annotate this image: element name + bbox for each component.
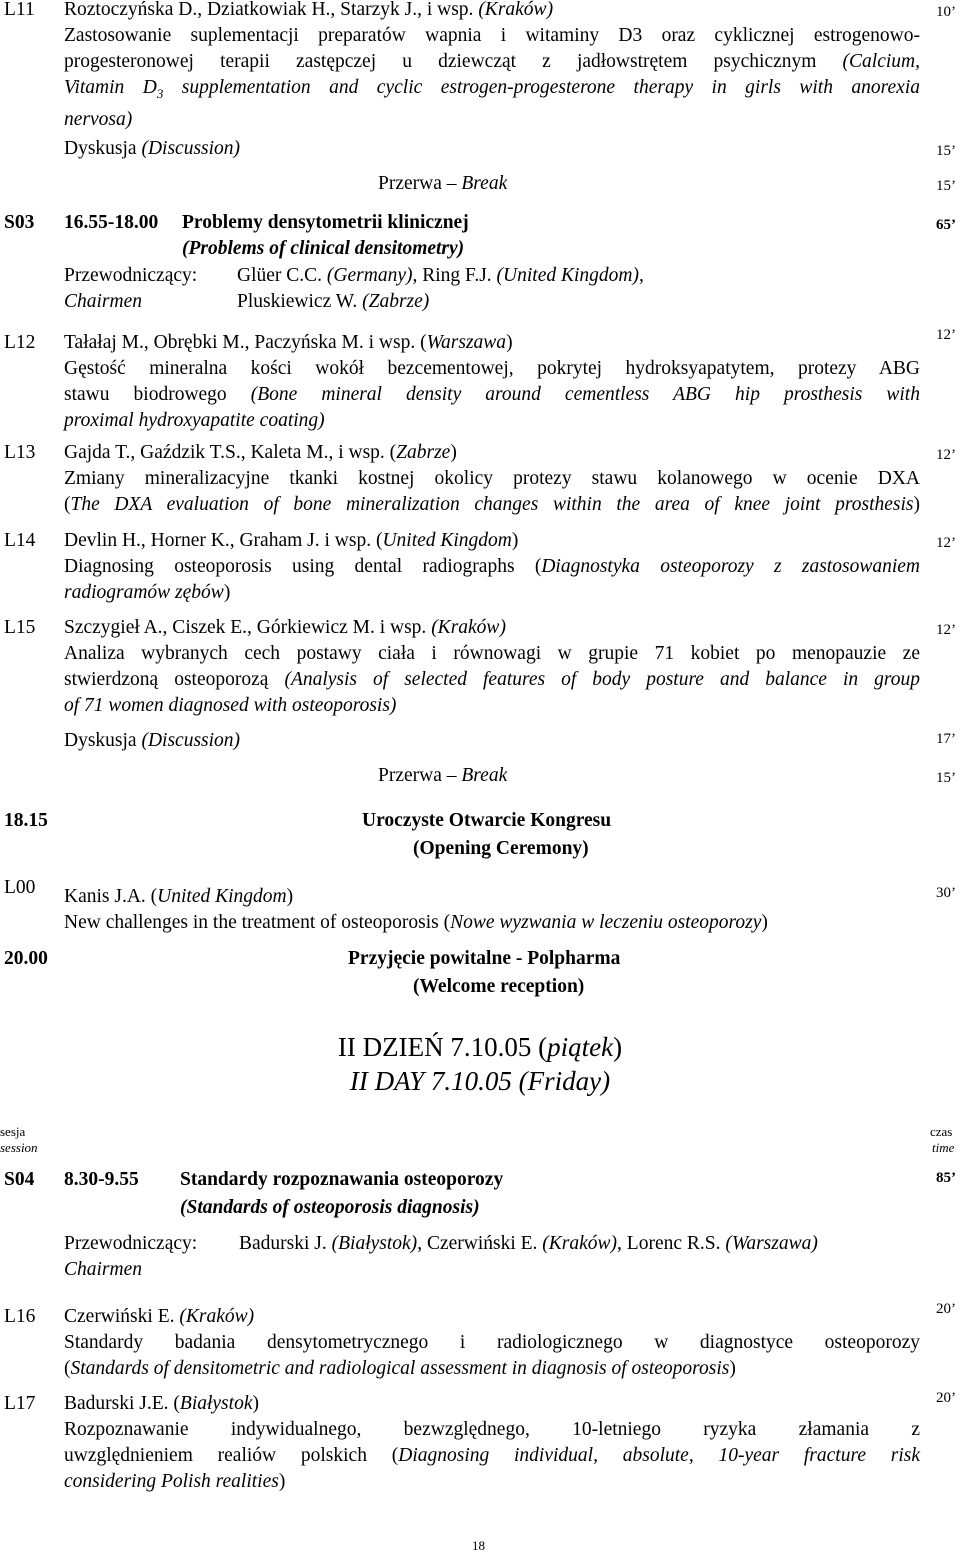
session-code: S04 <box>4 1169 35 1190</box>
session-duration: 85’ <box>936 1170 956 1186</box>
lecture-time: 30’ <box>936 885 956 901</box>
session-title-en: (Problems of clinical densitometry) <box>182 238 465 259</box>
event-time: 18.15 <box>4 810 48 831</box>
lecture-text <box>64 330 920 434</box>
lecture-code: L16 <box>4 1306 36 1327</box>
lecture-title-line: Gęstość mineralna kości wokół bezcementowej, pokrytej hydroksyapatytem, protezy ABG <box>64 358 920 379</box>
lecture-text <box>64 1391 920 1495</box>
session-title: Problemy densytometrii klinicznej <box>182 212 469 233</box>
session-title: Standardy rozpoznawania osteoporozy <box>180 1169 504 1190</box>
lecture-authors: Tałałaj M., Obrębki M., Paczyńska M. i wsp. (Warszawa) <box>64 332 513 353</box>
lecture-authors: Gajda T., Gaździk T.S., Kaleta M., i wsp. (Zabrze) <box>64 442 457 463</box>
break-label: Przerwa – Break <box>378 173 508 194</box>
event-title-en: (Welcome reception) <box>413 976 585 997</box>
session-chairs: Glüer C.C. (Germany), Ring F.J. (United Kingdom), <box>237 265 644 286</box>
lecture-authors: Czerwiński E. (Kraków) <box>64 1306 255 1327</box>
lecture-authors: Roztoczyńska D., Dziatkowiak H., Starzyk J., i wsp. (Kraków) <box>64 0 554 20</box>
lecture-code: L11 <box>4 0 35 20</box>
lecture-title-line: considering Polish realities) <box>64 1471 286 1492</box>
lecture-authors: Badurski J.E. (Białystok) <box>64 1393 259 1414</box>
day-heading: II DZIEŃ 7.10.05 (piątek) <box>337 1032 623 1062</box>
break-time: 15’ <box>936 178 956 194</box>
lecture-title-line: proximal hydroxyapatite coating) <box>64 410 325 431</box>
lecture-title-line: radiogramów zębów) <box>64 582 231 603</box>
chair-label: Przewodniczący: <box>64 1233 198 1254</box>
lecture-text <box>64 1304 920 1382</box>
lecture-title-line: Zastosowanie suplementacji preparatów wapnia i witaminy D3 oraz cyklicznej estrogenowo- <box>64 25 920 46</box>
header-time-en: time <box>932 1140 955 1155</box>
lecture-text <box>64 615 920 719</box>
header-session: sesja <box>0 1124 26 1139</box>
lecture-text <box>64 0 920 133</box>
chair-label: Przewodniczący: <box>64 265 198 286</box>
lecture-text <box>64 440 920 518</box>
day-heading-en: II DAY 7.10.05 (Friday) <box>349 1066 611 1096</box>
lecture-authors: Szczygieł A., Ciszek E., Górkiewicz M. i wsp. (Kraków) <box>64 617 506 638</box>
lecture-title-line: stawu biodrowego (Bone mineral density around cementless ABG hip prosthesis with <box>64 384 920 405</box>
discussion-label: Dyskusja (Discussion) <box>64 138 241 159</box>
session-code: S03 <box>4 212 35 233</box>
lecture-title-line: progesteronowej terapii zastępczej u dziewcząt z jadłowstrętem psychicznym (Calcium, <box>64 51 920 72</box>
lecture-time: 12’ <box>936 622 956 638</box>
lecture-time: 20’ <box>936 1390 956 1406</box>
header-time: czas <box>930 1124 953 1139</box>
lecture-time: 12’ <box>936 447 956 463</box>
chair-label-en: Chairmen <box>64 291 142 312</box>
lecture-title-line: Rozpoznawanie indywidualnego, bezwzględnego, 10-letniego ryzyka złamania z <box>64 1419 920 1440</box>
session-title-en: (Standards of osteoporosis diagnosis) <box>180 1197 480 1218</box>
session-chairs: Pluskiewicz W. (Zabrze) <box>237 291 430 312</box>
discussion-time: 15’ <box>936 143 956 159</box>
page-number: 18 <box>472 1538 485 1553</box>
session-time-range: 8.30-9.55 <box>64 1169 139 1190</box>
discussion-time: 17’ <box>936 731 956 747</box>
lecture-time: 12’ <box>936 327 956 343</box>
event-time: 20.00 <box>4 948 48 969</box>
lecture-code: L13 <box>4 442 36 463</box>
lecture-title-line: Zmiany mineralizacyjne tkanki kostnej okolicy protezy stawu kolanowego w ocenie DXA <box>64 468 920 489</box>
lecture-code: L14 <box>4 530 36 551</box>
session-time-range: 16.55-18.00 <box>64 212 159 233</box>
lecture-title-line: stwierdzoną osteoporozą (Analysis of selected features of body posture and balance in group <box>64 669 920 690</box>
lecture-authors: Devlin H., Horner K., Graham J. i wsp. (United Kingdom) <box>64 530 519 551</box>
lecture-code: L12 <box>4 332 36 353</box>
lecture-code: L17 <box>4 1393 36 1414</box>
lecture-code: L00 <box>4 877 36 898</box>
event-title: Uroczyste Otwarcie Kongresu <box>362 810 612 831</box>
lecture-authors: Kanis J.A. (United Kingdom) <box>64 886 294 907</box>
event-title: Przyjęcie powitalne - Polpharma <box>348 948 621 969</box>
break-label: Przerwa – Break <box>378 765 508 786</box>
lecture-title-line: uwzględnieniem realiów polskich (Diagnosing individual, absolute, 10-year fracture risk <box>64 1445 920 1466</box>
lecture-title-line: (Standards of densitometric and radiological assessment in diagnosis of osteoporosis) <box>64 1358 736 1379</box>
lecture-time: 10’ <box>936 4 956 20</box>
lecture-text <box>64 884 920 936</box>
discussion-label: Dyskusja (Discussion) <box>64 730 241 751</box>
lecture-time: 12’ <box>936 535 956 551</box>
lecture-title-line: Diagnosing osteoporosis using dental radiographs (Diagnostyka osteoporozy z zastosowaniem <box>64 556 920 577</box>
session-duration: 65’ <box>936 217 956 233</box>
event-title-en: (Opening Ceremony) <box>413 838 589 859</box>
lecture-text <box>64 528 920 606</box>
lecture-time: 20’ <box>936 1301 956 1317</box>
break-time: 15’ <box>936 770 956 786</box>
lecture-title-line: (The DXA evaluation of bone mineralization changes within the area of knee joint prosthesis) <box>64 494 920 515</box>
session-chairs: Badurski J. (Białystok), Czerwiński E. (Kraków), Lorenc R.S. (Warszawa) <box>239 1233 818 1254</box>
lecture-title-line: Analiza wybranych cech postawy ciała i równowagi w grupie 71 kobiet po menopauzie ze <box>64 643 920 664</box>
chair-label-en: Chairmen <box>64 1259 142 1280</box>
lecture-title-line: Vitamin $D_3$ supplementation and cyclic estrogen-progesterone therapy in girls with anorexia <box>64 77 920 101</box>
header-session-en: session <box>0 1140 38 1155</box>
lecture-title-line: of 71 women diagnosed with osteoporosis) <box>64 695 397 716</box>
lecture-title-line: New challenges in the treatment of osteoporosis (Nowe wyzwania w leczeniu osteoporozy) <box>64 912 768 933</box>
lecture-code: L15 <box>4 617 36 638</box>
lecture-title-line: Standardy badania densytometrycznego i radiologicznego w diagnostyce osteoporozy <box>64 1332 920 1353</box>
lecture-title-line: nervosa) <box>64 108 133 130</box>
